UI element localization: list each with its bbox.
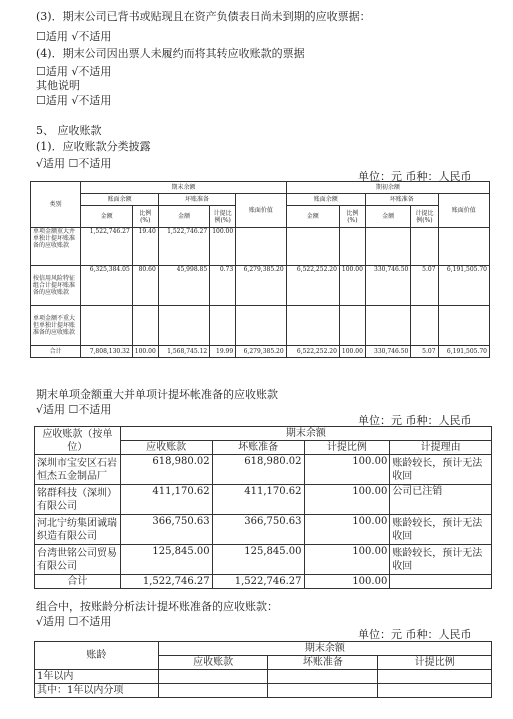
table-row bbox=[31, 306, 490, 346]
cell: 6,279,385.20 bbox=[236, 346, 287, 358]
section-5-heading: 5、 应收账款 bbox=[36, 124, 102, 137]
cell: 45,998.85 bbox=[158, 266, 209, 306]
row-category: 按信用风险特征组合计提坏账准备的应收账款 bbox=[31, 266, 81, 306]
header-bad-debt: 坏账准备 bbox=[365, 194, 438, 206]
table-row bbox=[35, 515, 492, 545]
cell: 7,808,130.32 bbox=[81, 346, 132, 358]
other-notes-options: ☐适用 √不适用 bbox=[36, 94, 112, 107]
cell bbox=[411, 228, 438, 266]
table-row bbox=[35, 670, 492, 684]
table-row bbox=[35, 684, 492, 698]
header-end-balance: 期末余额 bbox=[120, 427, 491, 441]
cell bbox=[378, 684, 492, 698]
table-row bbox=[35, 545, 492, 575]
aging-table bbox=[34, 641, 492, 698]
row-name: 台湾世铭公司贸易有限公司 bbox=[35, 545, 121, 575]
cell bbox=[236, 228, 287, 266]
header-amount: 金额 bbox=[365, 206, 410, 228]
cell: 账龄较长，预计无法收回 bbox=[390, 455, 492, 485]
aging-title: 组合中，按账龄分析法计提坏账准备的应收账款： bbox=[36, 600, 278, 613]
header-receivable: 应收账款 bbox=[158, 656, 268, 670]
header-amount: 金额 bbox=[81, 206, 132, 228]
header-category: 类别 bbox=[31, 182, 81, 228]
cell: 125,845.00 bbox=[212, 545, 304, 575]
table-row bbox=[31, 266, 490, 306]
cell bbox=[378, 670, 492, 684]
cell bbox=[132, 306, 158, 346]
row-name: 铭群科技（深圳）有限公司 bbox=[35, 485, 121, 515]
section-5-sub1: (1)．应收账款分类披露 bbox=[36, 140, 151, 153]
header-amount: 金额 bbox=[158, 206, 209, 228]
cell: 330,746.50 bbox=[365, 346, 410, 358]
cell: 账龄较长，预计无法收回 bbox=[390, 545, 492, 575]
cell bbox=[339, 228, 365, 266]
cell bbox=[390, 575, 492, 589]
table-row bbox=[31, 346, 490, 358]
note-4-title: (4)．期末公司因出票人未履约而将其转应收账款的票据 bbox=[36, 47, 305, 60]
header-receivable: 应收账款 bbox=[120, 441, 212, 455]
cell: 100.00 bbox=[210, 228, 236, 266]
cell: 100.00 bbox=[339, 346, 365, 358]
header-age: 账龄 bbox=[35, 642, 159, 670]
row-category: 单项金额重大并单独计提坏账准备的应收账款 bbox=[31, 228, 81, 266]
header-unit: 应收账款（按单位） bbox=[35, 427, 121, 455]
header-bad-debt: 坏账准备 bbox=[158, 194, 235, 206]
table-row bbox=[35, 455, 492, 485]
cell: 6,191,505.70 bbox=[438, 266, 489, 306]
note-3-options: ☐适用 √不适用 bbox=[36, 30, 112, 43]
cell bbox=[339, 306, 365, 346]
cell: 5.07 bbox=[411, 346, 438, 358]
cell bbox=[268, 684, 378, 698]
cell: 6,191,505.70 bbox=[438, 346, 489, 358]
cell: 6,325,384.05 bbox=[81, 266, 132, 306]
row-age: 其中：1年以内分项 bbox=[35, 684, 159, 698]
header-begin-balance: 期初余额 bbox=[286, 182, 489, 194]
single-provision-options: √适用 ☐不适用 bbox=[36, 403, 112, 416]
header-end-balance: 期末余额 bbox=[81, 182, 286, 194]
header-book-balance: 账面余额 bbox=[286, 194, 365, 206]
header-rate: 计提比例 bbox=[304, 441, 390, 455]
cell bbox=[158, 670, 268, 684]
cell: 366,750.63 bbox=[212, 515, 304, 545]
cell: 80.60 bbox=[132, 266, 158, 306]
cell: 1,522,746.27 bbox=[158, 228, 209, 266]
header-bad-debt: 坏账准备 bbox=[212, 441, 304, 455]
cell bbox=[365, 228, 410, 266]
row-name: 合计 bbox=[35, 575, 121, 589]
cell: 330,746.50 bbox=[365, 266, 410, 306]
header-ratio: 比例(%) bbox=[339, 206, 365, 228]
cell: 19.99 bbox=[210, 346, 236, 358]
table-row bbox=[35, 575, 492, 589]
row-category: 合计 bbox=[31, 346, 81, 358]
table-row bbox=[31, 228, 490, 266]
table-row bbox=[35, 485, 492, 515]
cell: 19.40 bbox=[132, 228, 158, 266]
cell: 账龄较长，预计无法收回 bbox=[390, 515, 492, 545]
other-notes-label: 其他说明 bbox=[36, 79, 80, 92]
cell: 5.07 bbox=[411, 266, 438, 306]
cell bbox=[286, 306, 339, 346]
row-age: 1年以内 bbox=[35, 670, 159, 684]
cell bbox=[236, 306, 287, 346]
header-ratio: 比例(%) bbox=[132, 206, 158, 228]
cell bbox=[210, 306, 236, 346]
row-category: 单项金额不重大但单独计提坏账准备的应收账款 bbox=[31, 306, 81, 346]
table2-unit: 单位：元 币种：人民币 bbox=[358, 414, 472, 427]
cell: 100.00 bbox=[304, 515, 390, 545]
cell: 6,279,385.20 bbox=[236, 266, 287, 306]
cell: 1,568,745.12 bbox=[158, 346, 209, 358]
cell: 1,522,746.27 bbox=[212, 575, 304, 589]
cell: 100.00 bbox=[304, 545, 390, 575]
cell bbox=[438, 228, 489, 266]
header-book-value: 账面价值 bbox=[438, 194, 489, 228]
cell: 100.00 bbox=[304, 485, 390, 515]
section-5-sub1-options: √适用 ☐不适用 bbox=[36, 157, 112, 170]
cell: 6,522,252.20 bbox=[286, 266, 339, 306]
cell bbox=[286, 228, 339, 266]
cell: 1,522,746.27 bbox=[120, 575, 212, 589]
cell: 100.00 bbox=[304, 455, 390, 485]
header-reason: 计提理由 bbox=[390, 441, 492, 455]
receivables-classification-table bbox=[30, 181, 490, 358]
header-rate: 计提比例(%) bbox=[411, 206, 438, 228]
cell: 6,522,252.20 bbox=[286, 346, 339, 358]
cell bbox=[81, 306, 132, 346]
cell: 0.73 bbox=[210, 266, 236, 306]
cell bbox=[158, 306, 209, 346]
cell: 125,845.00 bbox=[120, 545, 212, 575]
header-book-value: 账面价值 bbox=[236, 194, 287, 228]
cell bbox=[268, 670, 378, 684]
cell: 100.00 bbox=[132, 346, 158, 358]
table1-unit: 单位：元 币种：人民币 bbox=[358, 170, 472, 183]
row-name: 河北宁纺集团诚瑞织造有限公司 bbox=[35, 515, 121, 545]
single-provision-title: 期末单项金额重大并单项计提坏帐准备的应收账款 bbox=[36, 388, 278, 401]
note-4-options: ☐适用 √不适用 bbox=[36, 65, 112, 78]
cell bbox=[365, 306, 410, 346]
single-provision-table bbox=[34, 426, 492, 589]
header-bad-debt: 坏账准备 bbox=[268, 656, 378, 670]
cell: 100.00 bbox=[304, 575, 390, 589]
cell: 1,522,746.27 bbox=[81, 228, 132, 266]
cell: 366,750.63 bbox=[120, 515, 212, 545]
row-name: 深圳市宝安区石岩恒杰五金制品厂 bbox=[35, 455, 121, 485]
cell: 411,170.62 bbox=[120, 485, 212, 515]
cell: 公司已注销 bbox=[390, 485, 492, 515]
cell bbox=[438, 306, 489, 346]
header-amount: 金额 bbox=[286, 206, 339, 228]
cell: 411,170.62 bbox=[212, 485, 304, 515]
header-rate: 计提比例 bbox=[378, 656, 492, 670]
cell bbox=[411, 306, 438, 346]
aging-options: √适用 ☐不适用 bbox=[36, 615, 112, 628]
header-rate: 计提比例(%) bbox=[210, 206, 236, 228]
table3-unit: 单位：元 币种：人民币 bbox=[358, 628, 472, 641]
cell: 618,980.02 bbox=[120, 455, 212, 485]
header-book-balance: 账面余额 bbox=[81, 194, 158, 206]
cell: 618,980.02 bbox=[212, 455, 304, 485]
header-end-balance: 期末余额 bbox=[158, 642, 491, 656]
cell: 100.00 bbox=[339, 266, 365, 306]
note-3-title: (3)．期末公司已背书或贴现且在资产负债表日尚未到期的应收票据： bbox=[36, 10, 371, 23]
cell bbox=[158, 684, 268, 698]
